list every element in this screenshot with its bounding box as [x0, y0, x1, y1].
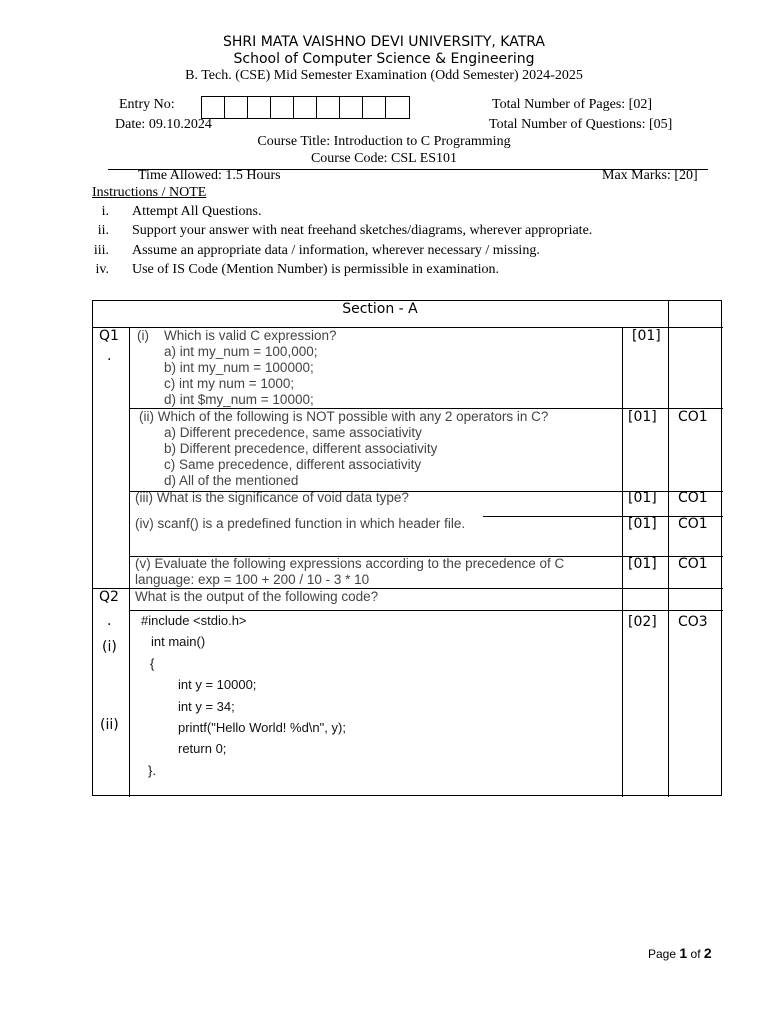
- q1-ii-option: a) Different precedence, same associativity: [164, 425, 422, 440]
- course-code: Course Code: CSL ES101: [310, 151, 458, 166]
- q1-i-marks: [01]: [632, 328, 661, 344]
- instruction-num: iii.: [93, 243, 109, 258]
- instruction-num: iv.: [95, 262, 109, 277]
- q2-sub-i: (i): [102, 639, 117, 655]
- entry-label: Entry No:: [119, 97, 175, 112]
- entry-box[interactable]: [248, 97, 271, 118]
- q2-dot: .: [107, 613, 112, 629]
- col-divider: [668, 301, 669, 797]
- q1-ii-option: b) Different precedence, different associativity: [164, 441, 438, 456]
- entry-box[interactable]: [294, 97, 317, 118]
- q1-i-option: a) int my_num = 100,000;: [164, 344, 318, 359]
- q2-marks: [02]: [628, 614, 657, 630]
- entry-box[interactable]: [202, 97, 225, 118]
- q1-v-question: (v) Evaluate the following expressions according to the precedence of C: [135, 556, 565, 571]
- total-questions: Total Number of Questions: [05]: [489, 117, 673, 132]
- entry-box[interactable]: [317, 97, 340, 118]
- course-title: Course Title: Introduction to C Programming: [257, 134, 511, 149]
- total-pages: Total Number of Pages: [02]: [492, 97, 652, 112]
- page-number: 1: [679, 945, 688, 961]
- row-divider: [129, 610, 723, 611]
- q1-i-label: (i): [137, 328, 149, 343]
- q2-question: What is the output of the following code?: [135, 589, 379, 604]
- instruction-text: Use of IS Code (Mention Number) is permissible in examination.: [132, 262, 500, 277]
- page-footer: [648, 945, 712, 961]
- exam-name: B. Tech. (CSE) Mid Semester Examination (Odd Semester) 2024-2025: [185, 68, 583, 83]
- university-name: SHRI MATA VAISHNO DEVI UNIVERSITY, KATRA: [222, 34, 546, 50]
- q1-v-question-line2: language: exp = 100 + 200 / 10 - 3 * 10: [135, 572, 370, 587]
- code-line: int main(): [151, 634, 206, 649]
- page-total: 2: [703, 945, 712, 961]
- entry-box[interactable]: [386, 97, 409, 118]
- school-name: School of Computer Science & Engineering: [233, 51, 535, 67]
- q1-iv-question: (iv) scanf() is a predefined function in which header file.: [135, 516, 466, 531]
- q1-i-option: c) int my num = 1000;: [164, 376, 295, 391]
- q1-ii-option: c) Same precedence, different associativity: [164, 457, 422, 472]
- q1-dot: .: [107, 348, 112, 364]
- page-word: Page: [648, 947, 677, 961]
- q1-ii-marks: [01]: [628, 409, 657, 425]
- code-line: int y = 10000;: [178, 677, 257, 692]
- q1-i-question: Which is valid C expression?: [164, 328, 337, 343]
- instruction-text: Assume an appropriate data / information, wherever necessary / missing.: [132, 243, 540, 258]
- instruction-num: i.: [101, 204, 109, 219]
- q2-sub-ii: (ii): [100, 717, 119, 733]
- q1-iv-co: CO1: [678, 516, 708, 532]
- q1-ii-option: d) All of the mentioned: [164, 473, 299, 488]
- q1-ii-question: (ii) Which of the following is NOT possible with any 2 operators in C?: [139, 409, 549, 424]
- exam-date: Date: 09.10.2024: [115, 117, 212, 132]
- entry-box[interactable]: [340, 97, 363, 118]
- instructions-heading: Instructions / NOTE: [92, 185, 207, 200]
- code-line: #include <stdio.h>: [141, 613, 247, 628]
- q1-iii-question: (iii) What is the significance of void data type?: [135, 490, 409, 505]
- q1-ii-co: CO1: [678, 409, 708, 425]
- q1-v-co: CO1: [678, 556, 708, 572]
- instruction-text: Attempt All Questions.: [132, 204, 262, 219]
- q2-number: Q2: [99, 589, 119, 605]
- q1-iii-co: CO1: [678, 490, 708, 506]
- code-line: {: [150, 656, 155, 671]
- entry-number-boxes[interactable]: [201, 96, 410, 119]
- instruction-num: ii.: [97, 223, 109, 238]
- q1-i-option: d) int $my_num = 10000;: [164, 392, 314, 407]
- instruction-text: Support your answer with neat freehand sketches/diagrams, wherever appropriate.: [132, 223, 593, 238]
- q1-number: Q1: [99, 328, 119, 344]
- q2-co: CO3: [678, 614, 708, 630]
- code-line: }.: [148, 763, 156, 778]
- code-line: return 0;: [178, 741, 227, 756]
- max-marks: Max Marks: [20]: [602, 168, 698, 183]
- q1-iv-marks: [01]: [628, 516, 657, 532]
- col-divider: [129, 327, 130, 797]
- of-word: of: [690, 947, 701, 961]
- code-line: int y = 34;: [178, 699, 235, 714]
- entry-box[interactable]: [271, 97, 294, 118]
- entry-box[interactable]: [363, 97, 386, 118]
- entry-box[interactable]: [225, 97, 248, 118]
- section-title: Section - A: [342, 301, 418, 317]
- time-allowed: Time Allowed: 1.5 Hours: [138, 168, 281, 183]
- q1-i-option: b) int my_num = 100000;: [164, 360, 314, 375]
- col-divider: [622, 327, 623, 797]
- q1-iii-marks: [01]: [628, 490, 657, 506]
- q1-v-marks: [01]: [628, 556, 657, 572]
- code-line: printf("Hello World! %d\n", y);: [178, 720, 346, 735]
